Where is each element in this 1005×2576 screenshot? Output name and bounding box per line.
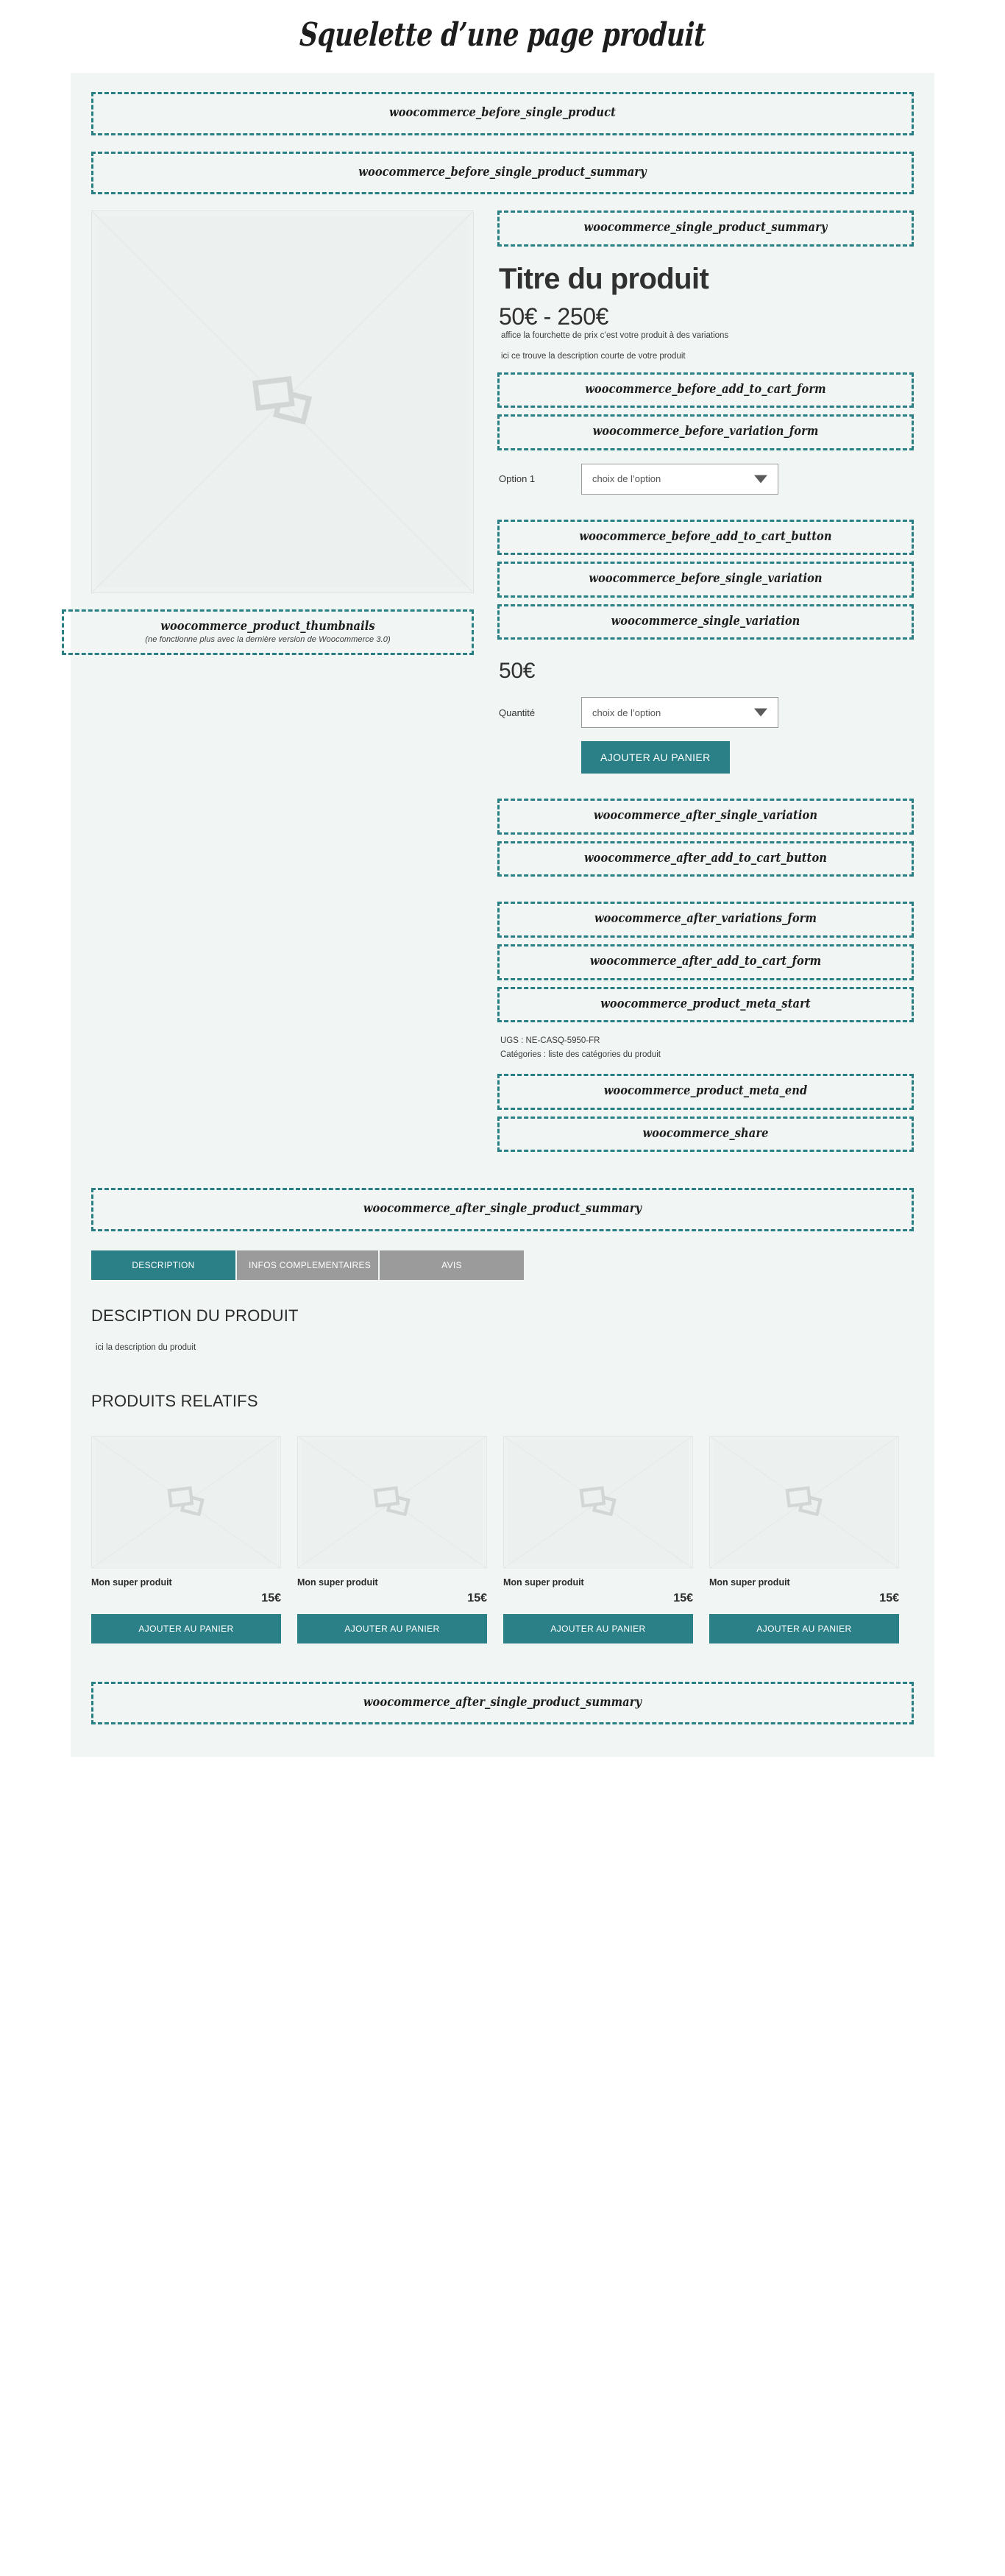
variation-price: 50€ [499, 659, 536, 684]
hook-after-single-product-summary-bottom [91, 1682, 914, 1725]
product-meta [500, 1034, 914, 1062]
product-summary-column [490, 210, 914, 1158]
hook-label: woocommerce_before_single_variation [589, 571, 823, 587]
product-sku: UGS : NE-CASQ-5950-FR [500, 1036, 600, 1046]
hook-single-product-summary [497, 210, 914, 247]
related-product-card [91, 1436, 281, 1643]
option-label: Option 1 [499, 473, 536, 485]
related-product-image-placeholder [709, 1436, 899, 1568]
hook-after-variations-form [497, 902, 914, 938]
hook-before-single-product-summary [91, 152, 914, 195]
product-categories: Catégories : liste des catégories du produit [500, 1050, 661, 1060]
related-product-price: 15€ [879, 1591, 899, 1604]
chevron-down-icon [754, 709, 767, 717]
hook-product-thumbnails [62, 609, 474, 655]
add-to-cart-wrap [581, 741, 914, 774]
related-products-grid [71, 1436, 934, 1643]
hook-label: woocommerce_after_add_to_cart_form [589, 954, 822, 969]
option-select[interactable] [581, 464, 778, 495]
image-placeholder-icon [372, 1486, 411, 1518]
hook-before-add-to-cart-form [497, 372, 914, 408]
image-placeholder-icon [251, 376, 314, 428]
product-image-placeholder [91, 210, 474, 593]
hook-share [497, 1117, 914, 1153]
hook-label: woocommerce_before_single_product_summary [358, 164, 647, 180]
related-product-card [297, 1436, 487, 1643]
related-product-name: Mon super produit [91, 1577, 172, 1588]
related-product-card [709, 1436, 899, 1643]
hook-label: woocommerce_after_variations_form [594, 911, 817, 927]
product-price-range: 50€ - 250€ [499, 302, 609, 330]
hook-before-add-to-cart-button [497, 520, 914, 556]
related-product-price: 15€ [261, 1591, 281, 1604]
variation-option-row [499, 464, 914, 495]
add-to-cart-button[interactable]: AJOUTER AU PANIER [581, 741, 730, 774]
hook-after-add-to-cart-button [497, 841, 914, 877]
related-product-image-placeholder [91, 1436, 281, 1568]
hook-label: woocommerce_before_add_to_cart_button [579, 528, 832, 544]
page-title: Squelette d’une page produit [298, 16, 707, 54]
hook-label: woocommerce_product_meta_end [603, 1083, 808, 1099]
hook-label: woocommerce_product_meta_start [600, 996, 811, 1011]
tab-infos-complementaires[interactable]: INFOS COMPLEMENTAIRES [237, 1250, 378, 1280]
related-products-heading: PRODUITS RELATIFS [91, 1391, 258, 1410]
hook-after-add-to-cart-form [497, 944, 914, 980]
quantity-row [499, 697, 914, 728]
image-placeholder-icon [784, 1486, 823, 1518]
related-add-to-cart-button[interactable]: AJOUTER AU PANIER [91, 1614, 281, 1643]
related-add-to-cart-button[interactable]: AJOUTER AU PANIER [503, 1614, 693, 1643]
hook-label: woocommerce_single_variation [611, 613, 800, 629]
description-heading: DESCIPTION DU PRODUIT [91, 1306, 299, 1325]
product-short-description: ici ce trouve la description courte de votre produit [501, 351, 686, 361]
tab-avis[interactable]: AVIS [380, 1250, 524, 1280]
hook-after-single-variation [497, 799, 914, 835]
related-add-to-cart-button[interactable]: AJOUTER AU PANIER [709, 1614, 899, 1643]
hook-label: woocommerce_after_add_to_cart_button [583, 850, 828, 866]
hook-label: woocommerce_before_add_to_cart_form [585, 381, 826, 397]
hook-after-single-product-summary [91, 1188, 914, 1231]
product-title: Titre du produit [499, 262, 709, 295]
hook-before-variation-form [497, 414, 914, 450]
related-product-price: 15€ [467, 1591, 487, 1604]
hook-before-single-variation [497, 562, 914, 598]
product-main-row [71, 210, 934, 1158]
related-product-card [503, 1436, 693, 1643]
hook-product-meta-start [497, 987, 914, 1023]
quantity-select[interactable] [581, 697, 778, 728]
product-tabs [71, 1250, 934, 1280]
hook-product-meta-end [497, 1074, 914, 1110]
product-price-note: affice la fourchette de prix c’est votre produit à des variations [501, 330, 729, 340]
hook-label: woocommerce_before_single_product [389, 105, 616, 120]
hook-label: woocommerce_product_thumbnails [160, 619, 375, 634]
page-canvas [71, 73, 934, 1757]
quantity-select-value: choix de l’option [592, 707, 661, 718]
hook-label: woocommerce_after_single_product_summary [363, 1201, 642, 1217]
related-product-image-placeholder [297, 1436, 487, 1568]
related-product-name: Mon super produit [297, 1577, 378, 1588]
related-product-price: 15€ [673, 1591, 693, 1604]
product-gallery-column [91, 210, 474, 655]
option-select-value: choix de l’option [592, 473, 661, 485]
hook-label: woocommerce_share [642, 1125, 769, 1141]
related-product-image-placeholder [503, 1436, 693, 1568]
hook-before-single-product [91, 92, 914, 135]
chevron-down-icon [754, 475, 767, 483]
quantity-label: Quantité [499, 707, 536, 718]
hook-label: woocommerce_after_single_product_summary [363, 1694, 642, 1710]
image-placeholder-icon [166, 1486, 205, 1518]
related-product-name: Mon super produit [503, 1577, 584, 1588]
hook-label: woocommerce_before_variation_form [592, 424, 819, 439]
description-body: ici la description du produit [96, 1342, 196, 1352]
hook-note: (ne fonctionne plus avec la dernière version de Woocommerce 3.0) [145, 634, 391, 644]
hook-label: woocommerce_after_single_variation [593, 808, 818, 824]
tab-description[interactable]: DESCRIPTION [91, 1250, 235, 1280]
related-product-name: Mon super produit [709, 1577, 790, 1588]
image-placeholder-icon [578, 1486, 617, 1518]
related-add-to-cart-button[interactable]: AJOUTER AU PANIER [297, 1614, 487, 1643]
hook-single-variation [497, 604, 914, 640]
hook-label: woocommerce_single_product_summary [583, 220, 828, 236]
